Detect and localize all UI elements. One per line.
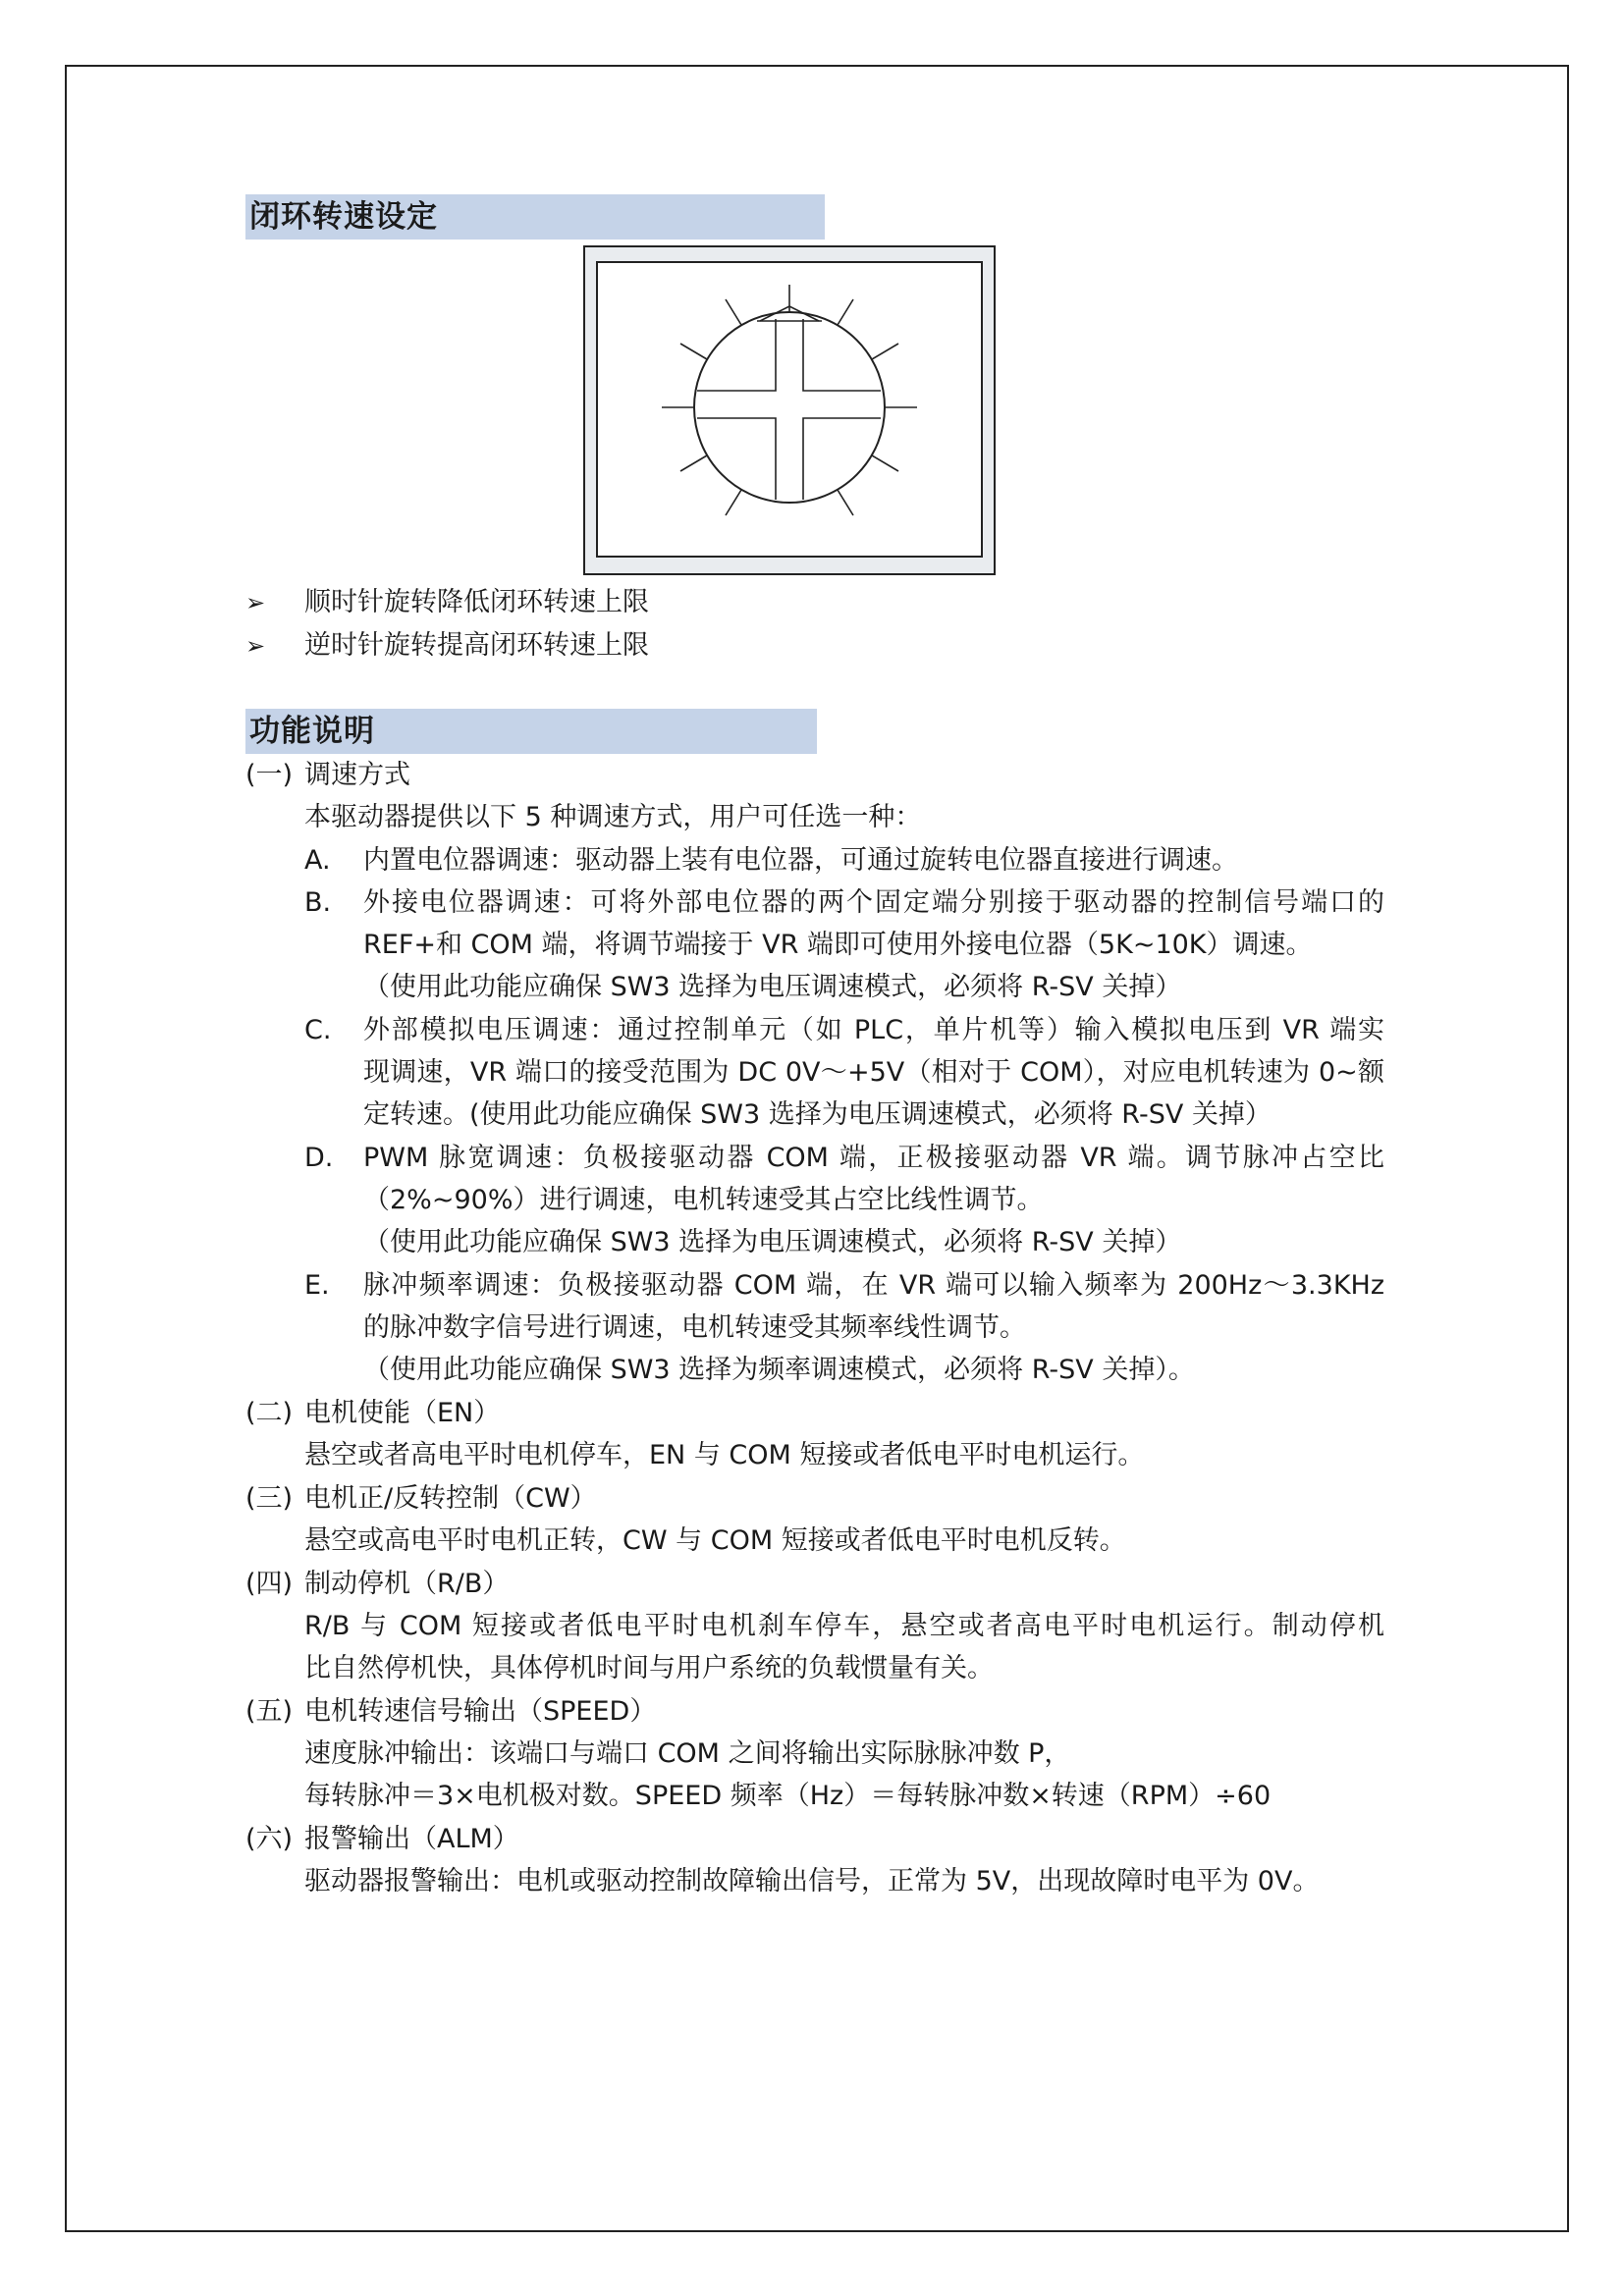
item-number: (四) [245,1569,294,1599]
sub-label-d: D. [304,1143,334,1173]
item-text-speed-output-line2: 每转脉冲＝3×电机极对数。SPEED 频率（Hz）＝每转脉冲数×转速（RPM）÷60 [304,1781,1272,1811]
sub-text-c-line3: 定转速。(使用此功能应确保 SW3 选择为电压调速模式，必须将 R-SV 关掉） [363,1099,1272,1130]
sub-text-e-line2: 的脉冲数字信号进行调速，电机转速受其频率线性调节。 [363,1312,1026,1343]
item-text-brake-line1: R/B 与 COM 短接或者低电平时电机刹车停车，悬空或者高电平时电机运行。制动停机 [304,1611,1384,1641]
item-text-speed-output-line1: 速度脉冲输出：该端口与端口 COM 之间将输出实际脉脉冲数 P， [304,1738,1071,1769]
item-title-brake: 制动停机（R/B） [304,1569,510,1599]
sub-text-d-line1: PWM 脉宽调速：负极接驱动器 COM 端，正极接驱动器 VR 端。调节脉冲占空比 [363,1143,1384,1173]
sub-text-b-line2: REF+和 COM 端，将调节端接于 VR 端即可使用外接电位器（5K~10K）调速。 [363,930,1313,960]
sub-label-e: E. [304,1270,330,1301]
sub-text-d-line2: （2%~90%）进行调速，电机转速受其占空比线性调节。 [363,1185,1044,1215]
section-heading-function-description: 功能说明 [245,709,817,754]
bullet-counterclockwise: ➢ 逆时针旋转提高闭环转速上限 [245,626,649,666]
item-title-direction: 电机正/反转控制（CW） [304,1483,597,1514]
arrow-bullet-icon: ➢ [245,589,266,616]
sub-text-c-line2: 现调速，VR 端口的接受范围为 DC 0V～+5V（相对于 COM），对应电机转速为 0~额 [363,1057,1384,1088]
item-number: (六) [245,1824,294,1854]
sub-text-d-note: （使用此功能应确保 SW3 选择为电压调速模式，必须将 R-SV 关掉） [363,1227,1182,1257]
sub-label-b: B. [304,887,332,918]
item-intro: 本驱动器提供以下 5 种调速方式，用户可任选一种： [304,802,922,832]
item-title-enable: 电机使能（EN） [304,1398,501,1428]
sub-label-a: A. [304,845,331,876]
sub-text-b-note: （使用此功能应确保 SW3 选择为电压调速模式，必须将 R-SV 关掉） [363,972,1182,1002]
section-heading-speed-setting: 闭环转速设定 [245,194,825,240]
sub-text-a: 内置电位器调速：驱动器上装有电位器，可通过旋转电位器直接进行调速。 [363,845,1238,876]
item-text-alarm: 驱动器报警输出：电机或驱动控制故障输出信号，正常为 5V，出现故障时电平为 0V。 [304,1866,1320,1896]
sub-text-e-note: （使用此功能应确保 SW3 选择为频率调速模式，必须将 R-SV 关掉）。 [363,1355,1195,1385]
item-text-direction: 悬空或高电平时电机正转，CW 与 COM 短接或者低电平时电机反转。 [304,1525,1126,1556]
sub-label-c: C. [304,1015,332,1045]
item-title-alarm: 报警输出（ALM） [304,1824,519,1854]
sub-text-e-line1: 脉冲频率调速：负极接驱动器 COM 端，在 VR 端可以输入频率为 200Hz～3.3KHz [363,1270,1384,1301]
arrow-bullet-icon: ➢ [245,632,266,660]
item-number: (一) [245,760,294,790]
item-number: (五) [245,1696,294,1727]
item-number: (三) [245,1483,294,1514]
sub-text-c-line1: 外部模拟电压调速：通过控制单元（如 PLC，单片机等）输入模拟电压到 VR 端实 [363,1015,1384,1045]
item-number: (二) [245,1398,294,1428]
sub-text-b-line1: 外接电位器调速：可将外部电位器的两个固定端分别接于驱动器的控制信号端口的 [363,887,1384,918]
item-title-speed-mode: 调速方式 [304,760,410,790]
item-text-enable: 悬空或者高电平时电机停车，EN 与 COM 短接或者低电平时电机运行。 [304,1440,1145,1470]
bullet-clockwise: ➢ 顺时针旋转降低闭环转速上限 [245,583,649,622]
item-text-brake-line2: 比自然停机快，具体停机时间与用户系统的负载惯量有关。 [304,1653,994,1683]
item-title-speed-output: 电机转速信号输出（SPEED） [304,1696,657,1727]
potentiometer-dial-diagram [583,245,996,575]
